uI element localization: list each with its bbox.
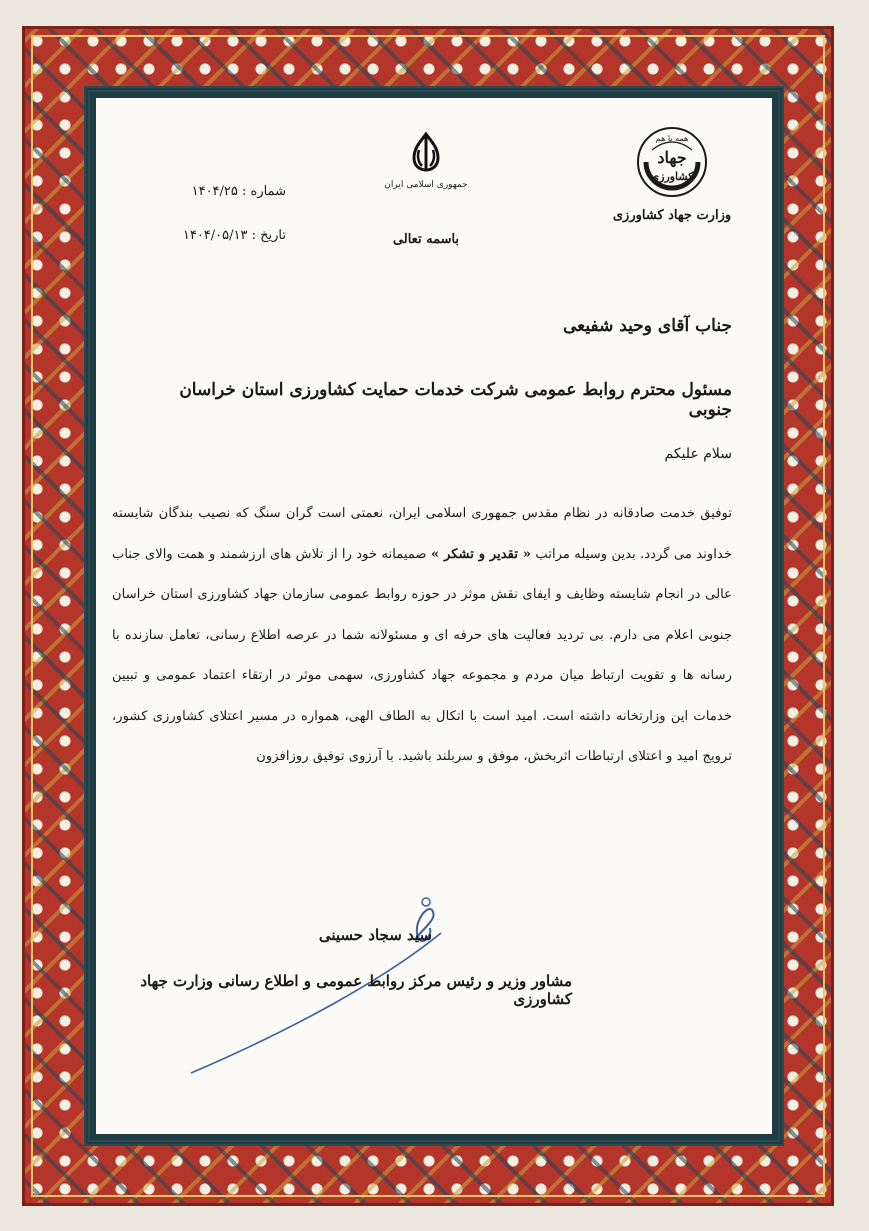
ministry-name: وزارت جهاد کشاورزی (612, 208, 732, 223)
letter-body (112, 494, 732, 778)
body-part-2: صمیمانه خود را از تلاش های ارزشمند و همت والای جناب عالی در انجام شایسته وظایف و ایفای نقش موثر در حوزه روابط عمومی سازمان جهاد کشاورزی استان خراسان جنوبی اعلام می دارم. بی تردید فعالیت های حرفه ای و مسئولانه شما در عرصه اطلاع رسانی، تعامل سازنده با رسانه ها و تقویت ارتباط میان مردم و مجموعه جهاد کشاورزی، سهمی موثر در ارتقاء اعتماد عمومی و تبیین خدمات این وزارتخانه داشته است. امید است با اتکال به الطاف الهی، همواره در مسیر اعتلای کشاورزی کشور، ترویج امید و اعتلای ارتباطات اثربخش، موفق و سربلند باشید. با آرزوی توفیق روزافزون (112, 546, 732, 764)
ministry-logo (632, 122, 712, 202)
ministry-header (592, 122, 752, 223)
letter-meta (136, 170, 286, 258)
iran-emblem-icon (404, 130, 448, 174)
greeting: سلام علیکم (664, 446, 732, 462)
logo-text-bottom: کشاورزی (650, 170, 694, 183)
national-emblem (366, 130, 486, 190)
logo-text-main: جهاد (657, 148, 687, 167)
logo-text-top: همه با هم (655, 134, 689, 143)
letter-date: تاریخ : ۱۴۰۴/۰۵/۱۳ (182, 228, 286, 243)
addressee-position: مسئول محترم روابط عمومی شرکت خدمات حمایت کشاورزی استان خراسان جنوبی (179, 380, 732, 420)
body-highlight: « تقدیر و تشکر » (431, 546, 531, 562)
body-part-1: توفیق خدمت صادقانه در نظام مقدس جمهوری اسلامی ایران، نعمتی است گران سنگ که نصیب بندگان شایسته خداوند می گردد. بدین وسیله مراتب (112, 506, 732, 562)
basmala: باسمه تعالی (392, 232, 460, 247)
letter-number: شماره : ۱۴۰۴/۲۵ (191, 184, 286, 199)
addressee: جناب آقای وحید شفیعی (562, 316, 732, 336)
signer-name: سید سجاد حسینی (318, 926, 432, 944)
emblem-caption: جمهوری اسلامی ایران (384, 180, 468, 190)
signer-title: مشاور وزیر و رئیس مرکز روابط عمومی و اطلاع رسانی وزارت جهاد کشاورزی (140, 972, 572, 1008)
letter-paper (96, 98, 772, 1134)
